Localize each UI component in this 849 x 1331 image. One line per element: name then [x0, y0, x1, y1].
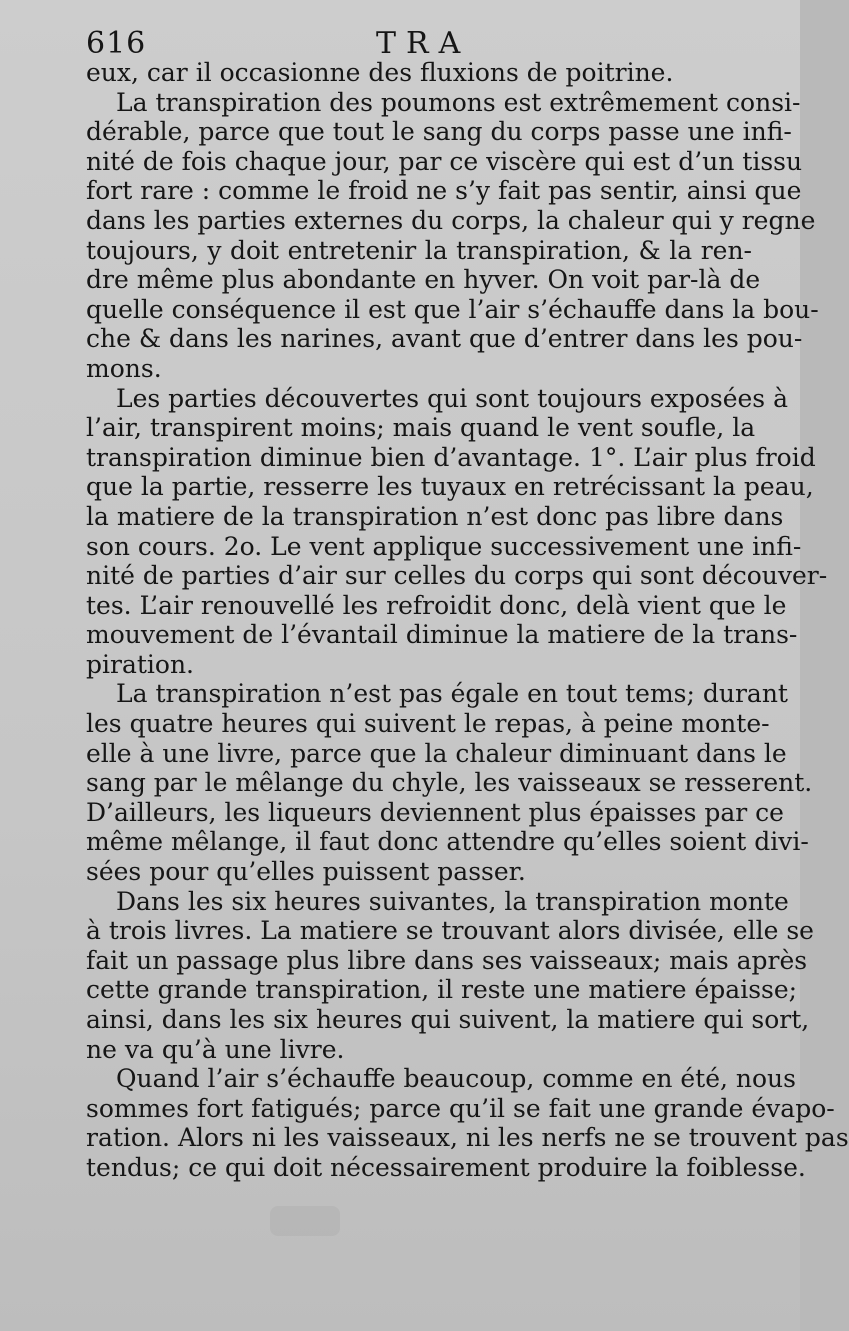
text-line: nité de fois chaque jour, par ce viscère qui est d’un tissu: [86, 146, 803, 176]
text-line: piration.: [86, 649, 194, 679]
text-line: cette grande transpiration, il reste une matiere épaisse;: [86, 975, 798, 1005]
text-line: Dans les six heures suivantes, la transpiration monte: [116, 886, 789, 916]
text-line: dre même plus abondante en hyver. On voit par-là de: [86, 265, 761, 295]
text-line: La transpiration n’est pas égale en tout tems; durant: [116, 679, 788, 709]
text-line: même mêlange, il faut donc attendre qu’elles soient divi-: [86, 827, 809, 857]
text-line: la matiere de la transpiration n’est donc pas libre dans: [86, 501, 784, 531]
text-line: sang par le mêlange du chyle, les vaisseaux se resserent.: [86, 768, 813, 798]
text-line: à trois livres. La matiere se trouvant alors divisée, elle se: [86, 916, 814, 946]
text-line: dans les parties externes du corps, la chaleur qui y regne: [86, 205, 816, 235]
text-line: Les parties découvertes qui sont toujours exposées à: [116, 383, 788, 413]
text-line: fait un passage plus libre dans ses vaisseaux; mais après: [86, 945, 808, 975]
text-line: sommes fort fatigués; parce qu’il se fait une grande évapo-: [86, 1093, 835, 1123]
text-line: La transpiration des poumons est extrêmement consi-: [116, 87, 801, 117]
text-line: quelle conséquence il est que l’air s’échauffe dans la bou-: [86, 294, 819, 324]
text-line: Quand l’air s’échauffe beaucoup, comme en été, nous: [116, 1064, 796, 1094]
text-line: tendus; ce qui doit nécessairement produire la foiblesse.: [86, 1152, 806, 1182]
text-line: elle à une livre, parce que la chaleur diminuant dans le: [86, 738, 787, 768]
text-line: fort rare : comme le froid ne s’y fait pas sentir, ainsi que: [86, 176, 802, 206]
text-line: D’ailleurs, les liqueurs deviennent plus épaisses par ce: [86, 797, 784, 827]
text-line: l’air, transpirent moins; mais quand le vent soufle, la: [86, 413, 756, 443]
text-line: toujours, y doit entretenir la transpiration, & la ren-: [86, 235, 752, 265]
text-line: nité de parties d’air sur celles du corps qui sont découver-: [86, 561, 828, 591]
bleed-through-stain: [270, 1206, 340, 1236]
text-line: transpiration diminue bien d’avantage. 1°. L’air plus froid: [86, 442, 816, 472]
running-head: TRA: [376, 26, 471, 61]
text-line: mouvement de l’évantail diminue la matiere de la trans-: [86, 620, 798, 650]
text-line: ne va qu’à une livre.: [86, 1034, 345, 1064]
text-line: tes. L’air renouvellé les refroidit donc, delà vient que le: [86, 590, 787, 620]
text-line: que la partie, resserre les tuyaux en retrécissant la peau,: [86, 472, 814, 502]
text-line: les quatre heures qui suivent le repas, à peine monte-: [86, 709, 770, 739]
text-line: eux, car il occasionne des fluxions de poitrine.: [86, 58, 674, 87]
text-line: che & dans les narines, avant que d’entrer dans les pou-: [86, 324, 803, 354]
body-text: [86, 58, 849, 1183]
text-line: ration. Alors ni les vaisseaux, ni les nerfs ne se trouvent pas: [86, 1123, 849, 1153]
text-line: son cours. 2o. Le vent applique successivement une infi-: [86, 531, 802, 561]
text-line: dérable, parce que tout le sang du corps passe une infi-: [86, 117, 792, 147]
text-line: mons.: [86, 353, 162, 383]
text-line: ainsi, dans les six heures qui suivent, la matiere qui sort,: [86, 1005, 810, 1034]
page-number: 616: [86, 26, 147, 61]
text-line: sées pour qu’elles puissent passer.: [86, 857, 526, 887]
